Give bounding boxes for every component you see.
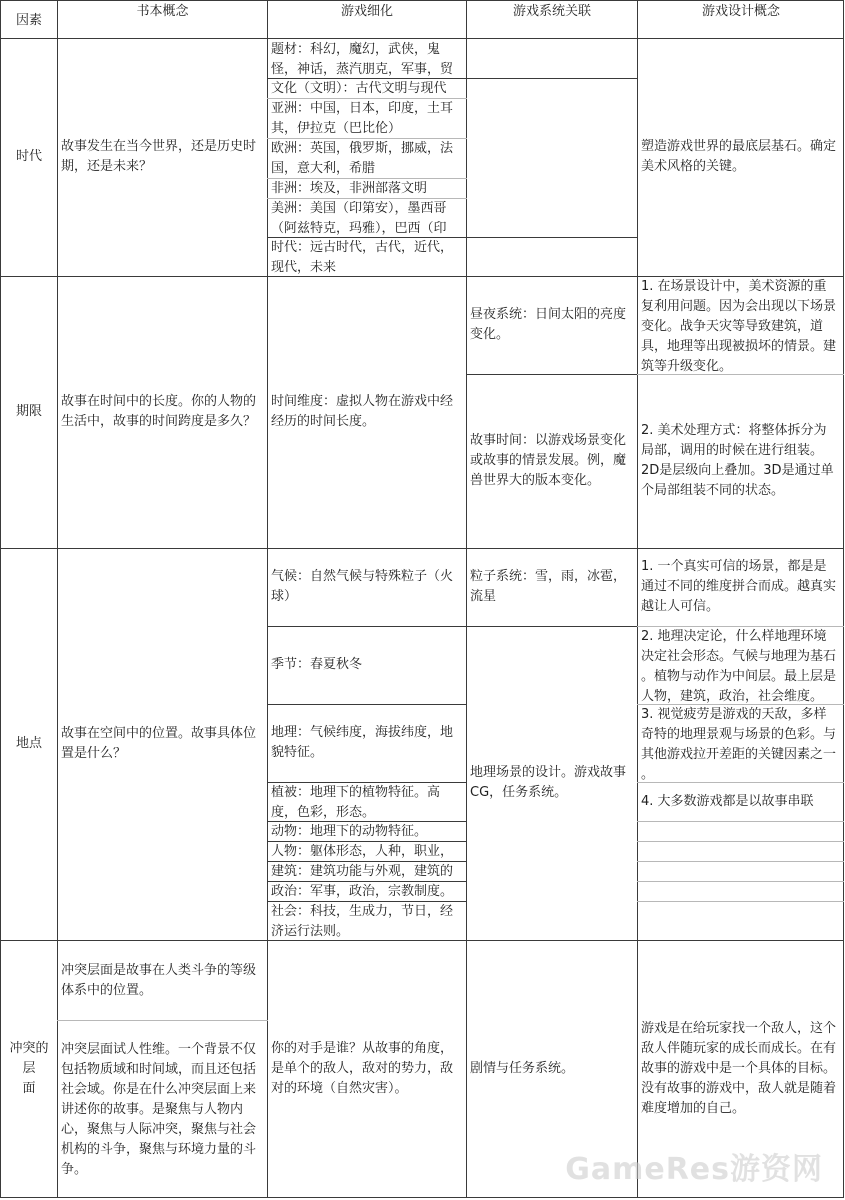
grid-line <box>57 0 58 1198</box>
grid-line <box>0 276 844 277</box>
era-detail-7: 时代：远古时代，古代，近代， 现代，未来 <box>271 240 454 275</box>
era-detail-2: 文化（文明）：古代文明与现代 <box>271 81 447 96</box>
location-concept: 故事在空间中的位置。故事具体位 置是什么？ <box>61 726 257 761</box>
duration-detail: 时间维度：虚拟人物在游戏中经 经历的时间长度。 <box>271 394 454 429</box>
header-factor: 因素 <box>15 13 42 28</box>
grid-line <box>466 0 467 1198</box>
grid-line <box>637 861 844 862</box>
location-detail-6: 人物：躯体形态，人种，职业， <box>271 844 454 859</box>
era-detail-1: 题材：科幻，魔幻，武侠，鬼 怪，神话，蒸汽朋克，军事，贸 <box>271 42 454 77</box>
grid-line <box>267 821 467 822</box>
location-detail-9: 社会：科技，生成力，节日，经 济运行法则。 <box>271 904 454 939</box>
header-game-system: 游戏系统关联 <box>512 4 591 19</box>
conflict-factor: 冲突的层 面 <box>9 1041 49 1096</box>
location-detail-2: 季节：春夏秋冬 <box>271 657 363 672</box>
location-detail-5: 动物：地理下的动物特征。 <box>271 824 428 839</box>
grid-line <box>267 198 467 199</box>
grid-line <box>637 0 638 1198</box>
duration-factor: 期限 <box>15 404 42 419</box>
grid-line <box>637 782 844 783</box>
header-game-detail: 游戏细化 <box>340 4 393 19</box>
location-detail-8: 政治：军事，政治，宗教制度。 <box>271 884 454 899</box>
grid-line <box>267 626 638 627</box>
grid-line <box>637 704 844 705</box>
location-system-1: 粒子系统：雪，雨，冰雹， 流星 <box>470 569 627 604</box>
location-detail-1: 气候：自然气候与特殊粒子（火 球） <box>271 569 454 604</box>
grid-line <box>267 98 467 99</box>
era-design: 塑造游戏世界的最底层基石。确定 美术风格的关键。 <box>641 139 837 174</box>
duration-design-2: 2. 美术处理方式：将整体拆分为 局部，调用的时候在进行组装。 2D是层级向上叠加。3D是通过单 个局部组装不同的状态。 <box>641 423 834 498</box>
grid-line <box>267 237 637 238</box>
location-design-3: 3. 视觉疲劳是游戏的天敌，多样 奇特的地理景观与场景的色彩。与 其他游戏拉开差距的关键因素之一 。 <box>641 707 837 782</box>
location-design-2: 2. 地理决定论，什么样地理环境 决定社会形态。气候与地理为基石 。植物与动作为中间层。最上层是 人物，建筑，政治，社会维度。 <box>641 629 837 704</box>
header-game-design: 游戏设计概念 <box>701 4 780 19</box>
duration-system-2: 故事时间：以游戏场景变化 或故事的情景发展。例，魔 兽世界大的版本变化。 <box>470 433 627 488</box>
grid-line <box>637 626 844 627</box>
location-detail-4: 植被：地理下的植物特征。高 度，色彩，形态。 <box>271 785 441 820</box>
duration-design-1: 1. 在场景设计中，美术资源的重 复利用问题。因为会出现以下场景 变化。战争天灾等导致建筑，道 具，地理等出现被损坏的情景。建 筑等升级变化。 <box>641 279 837 374</box>
era-concept: 故事发生在当今世界，还是历史时 期，还是未来？ <box>61 139 257 174</box>
grid-line <box>843 0 844 1198</box>
grid-line <box>267 78 637 79</box>
watermark: GameRes游资网 <box>565 1152 823 1187</box>
grid-line <box>637 901 844 902</box>
grid-line <box>637 841 844 842</box>
location-detail-3: 地理：气候纬度，海拔纬度，地 貌特征。 <box>271 725 454 760</box>
grid-line <box>0 548 844 549</box>
grid-line <box>267 861 467 862</box>
grid-line <box>267 704 467 705</box>
era-detail-5: 非洲：埃及，非洲部落文明 <box>271 181 428 196</box>
grid-line <box>267 178 467 179</box>
grid-line <box>637 881 844 882</box>
grid-line <box>267 0 268 1198</box>
location-design-1: 1. 一个真实可信的场景，都是是 通过不同的维度拼合而成。越真实 越让人可信。 <box>641 559 837 614</box>
grid-line <box>0 0 844 1</box>
location-system-2: 地理场景的设计。游戏故事 CG，任务系统。 <box>470 765 627 800</box>
era-detail-4: 欧洲：英国，俄罗斯，挪威，法 国，意大利，希腊 <box>271 141 454 176</box>
grid-line <box>637 821 844 822</box>
grid-line <box>0 38 844 39</box>
grid-line <box>267 782 467 783</box>
grid-line <box>0 940 844 941</box>
grid-line <box>267 881 467 882</box>
era-detail-6: 美洲：美国（印第安），墨西哥 （阿兹特克，玛雅），巴西（印 <box>271 201 447 236</box>
conflict-system: 剧情与任务系统。 <box>470 1061 575 1076</box>
conflict-design: 游戏是在给玩家找一个敌人，这个 敌人伴随玩家的成长而成长。在有 故事的游戏中是一个具体的目标。 没有故事的游戏中，敌人就是随着 难度增加的自己。 <box>641 1021 837 1116</box>
grid-line <box>267 901 467 902</box>
grid-line <box>0 0 1 1198</box>
era-detail-3: 亚洲：中国，日本，印度，土耳 其，伊拉克（巴比伦） <box>271 101 454 136</box>
era-factor: 时代 <box>15 149 42 164</box>
location-detail-7: 建筑：建筑功能与外观，建筑的 <box>271 864 454 879</box>
grid-line <box>466 374 638 375</box>
location-factor: 地点 <box>15 736 42 751</box>
conflict-concept-2: 冲突层面试人性维。一个背景不仅 包括物质域和时间域，而且还包括 社会域。你是在什么冲突层面上来 讲述你的故事。是聚焦与人物内 心，聚焦与人际冲突，聚焦与社会 机构的斗争，聚焦与环境力量的斗 争。 <box>61 1042 257 1177</box>
location-design-4: 4. 大多数游戏都是以故事串联 <box>641 794 814 809</box>
header-book-concept: 书本概念 <box>136 4 189 19</box>
conflict-concept-1: 冲突层面是故事在人类斗争的等级 体系中的位置。 <box>61 963 257 998</box>
grid-line <box>637 374 844 375</box>
duration-system-1: 昼夜系统：日间太阳的亮度 变化。 <box>470 307 627 342</box>
grid-line <box>267 841 467 842</box>
grid-line <box>0 1197 844 1198</box>
grid-line <box>57 1020 268 1021</box>
conflict-detail: 你的对手是谁？从故事的角度， 是单个的敌人，敌对的势力，敌 对的环境（自然灾害）。 <box>271 1041 454 1096</box>
duration-concept: 故事在时间中的长度。你的人物的 生活中，故事的时间跨度是多久？ <box>61 394 257 429</box>
grid-line <box>267 138 467 139</box>
